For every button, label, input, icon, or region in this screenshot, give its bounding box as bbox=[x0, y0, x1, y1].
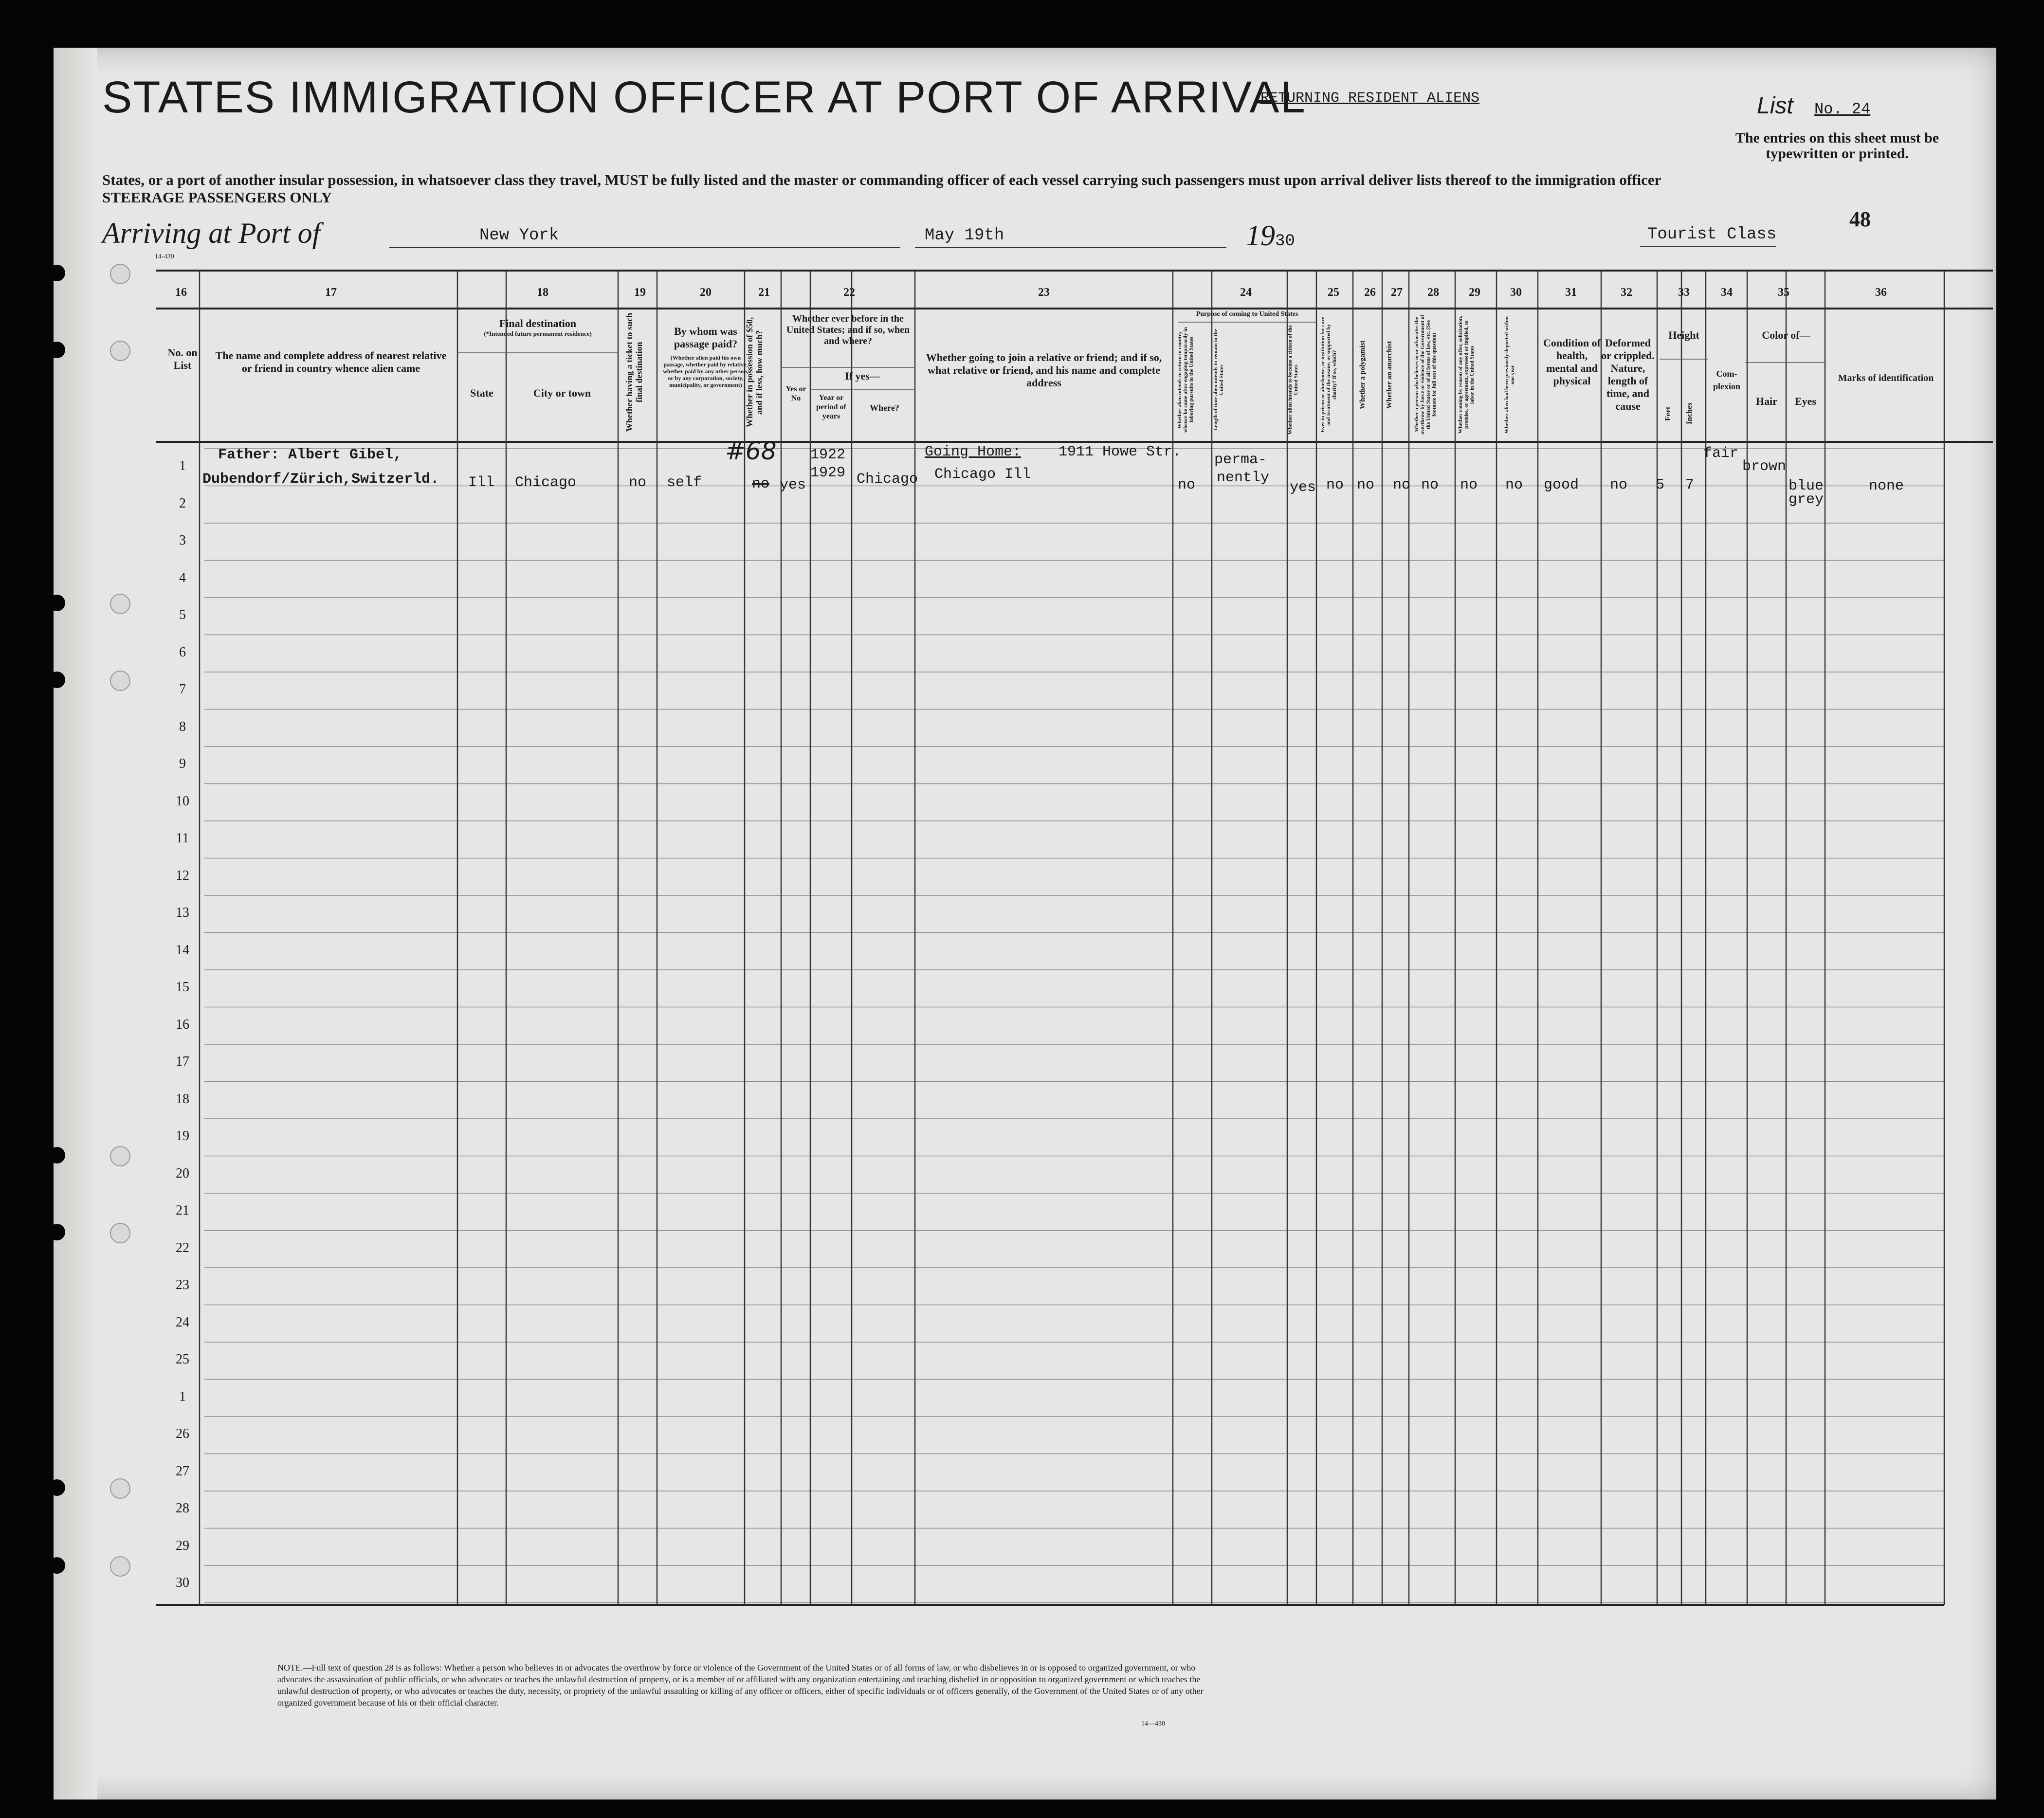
col-num-18: 18 bbox=[537, 286, 548, 299]
col-num-31: 31 bbox=[1565, 286, 1577, 299]
form-code: 14-430 bbox=[155, 253, 174, 260]
header-eyes: Eyes bbox=[1795, 395, 1816, 407]
money-value: no bbox=[752, 476, 770, 492]
travel-class: Tourist Class bbox=[1647, 225, 1777, 244]
years-1: 1922 bbox=[810, 447, 846, 463]
binder-hole-ring bbox=[110, 1146, 130, 1166]
city-value: Chicago bbox=[515, 474, 577, 491]
header-prison-almshouse: Ever in prison or almshouse, or institution for care and treatment of the insane, or supported by charity? If so, which? bbox=[1320, 317, 1337, 433]
return-intent-value: no bbox=[1178, 477, 1196, 493]
row-number: 5 bbox=[179, 607, 186, 622]
eyes-line-1: blue bbox=[1788, 478, 1824, 494]
header-anarchist: Whether an anarchist bbox=[1386, 341, 1393, 409]
header-labor-offer: Whether coming by reason of any offer, solicitation, promise, or agreement, expressed or implied, to labor in the United States bbox=[1458, 315, 1475, 434]
deported-value: no bbox=[1505, 477, 1523, 493]
year-prefix: 19 bbox=[1246, 219, 1275, 252]
header-nearest-relative: The name and complete address of nearest relative or friend in country whence alien came bbox=[215, 349, 447, 374]
col-num-25: 25 bbox=[1328, 286, 1339, 299]
paid-by-value: self bbox=[667, 474, 702, 491]
col-num-24: 24 bbox=[1240, 286, 1252, 299]
header-joining: Whether going to join a relative or friend; and if so, what relative or friend, and his name and complete address bbox=[926, 351, 1162, 389]
sheet-number: 48 bbox=[1849, 207, 1871, 231]
row-number: 21 bbox=[176, 1203, 189, 1218]
final-destination-title: Final destination bbox=[499, 317, 577, 329]
marks-value: none bbox=[1869, 478, 1904, 494]
binder-hole-ring bbox=[110, 341, 130, 361]
complexion-value: fair bbox=[1703, 445, 1739, 462]
polygamist-value: no bbox=[1357, 477, 1375, 493]
row-number: 11 bbox=[176, 831, 189, 846]
binder-hole bbox=[49, 265, 65, 281]
row-number: 16 bbox=[176, 1017, 189, 1032]
ticket-value: no bbox=[629, 474, 647, 491]
row-number: 1 bbox=[179, 458, 186, 473]
joining-line-3: Chicago Ill bbox=[934, 466, 1031, 483]
col-num-30: 30 bbox=[1510, 286, 1522, 299]
row-number: 24 bbox=[176, 1314, 189, 1330]
relative-line-2: Dubendorf/Zürich,Switzerld. bbox=[202, 471, 439, 488]
row-number: 7 bbox=[179, 682, 186, 697]
date-value: May 19th bbox=[925, 226, 1004, 245]
joining-line-2: 1911 Howe Str. bbox=[1058, 444, 1182, 460]
header-year-period: Year or period of years bbox=[816, 394, 846, 420]
binder-hole bbox=[49, 342, 65, 358]
header-height: Height bbox=[1668, 329, 1699, 341]
header-complexion: Com-plexion bbox=[1713, 369, 1740, 391]
binder-hole-ring bbox=[110, 264, 130, 284]
col-num-34: 34 bbox=[1721, 286, 1733, 299]
header-state: State bbox=[470, 387, 493, 399]
header-overthrow: Whether a person who believes in or advocates the overthrow by force or violence of the Government of the United States or of all forms of law, etc. (See footnote for full text of this question) bbox=[1414, 314, 1437, 435]
row-number: 1 bbox=[179, 1389, 186, 1404]
row-number: 2 bbox=[179, 495, 186, 511]
prison-value: no bbox=[1326, 477, 1344, 493]
binder-hole bbox=[49, 1557, 65, 1574]
header-passage-paid bbox=[662, 325, 749, 388]
header-deported: Whether alien had been previously deported within one year bbox=[1504, 316, 1515, 434]
before-in-us-value: yes bbox=[780, 477, 806, 493]
header-before-in-us: Whether ever before in the United States; and if so, when and where? bbox=[786, 313, 910, 346]
binder-hole-ring bbox=[110, 671, 130, 691]
where-value: Chicago bbox=[857, 471, 918, 488]
col-num-32: 32 bbox=[1621, 286, 1632, 299]
header-return-intent: Whether alien intends to return to country whence he came after engaging temporarily in laboring pursuits in the United States bbox=[1177, 327, 1194, 433]
arriving-label: Arriving at Port of bbox=[102, 217, 321, 249]
header-polygamist: Whether a polygamist bbox=[1359, 340, 1367, 409]
header-citizen-intent: Whether alien intends to become a citizen of the United States bbox=[1287, 325, 1299, 435]
binder-hole bbox=[49, 672, 65, 688]
relative-line-1: Father: Albert Gibel, bbox=[218, 447, 402, 463]
col-num-17: 17 bbox=[325, 286, 337, 299]
row-number: 27 bbox=[176, 1463, 189, 1479]
col-num-22: 22 bbox=[843, 286, 855, 299]
row-number: 19 bbox=[176, 1128, 189, 1144]
inches-value: 7 bbox=[1685, 477, 1695, 493]
passage-paid-title: By whom was passage paid? bbox=[674, 325, 738, 350]
header-marks: Marks of identification bbox=[1838, 373, 1934, 383]
header-length-of-stay: Length of time alien intends to remain in the United States bbox=[1213, 329, 1224, 431]
binder-hole bbox=[49, 1224, 65, 1240]
binder-hole-ring bbox=[110, 594, 130, 614]
money-handwritten: #68 bbox=[725, 437, 777, 465]
row-number: 12 bbox=[176, 868, 189, 883]
anarchist-value: no bbox=[1393, 477, 1411, 493]
header-if-yes: If yes— bbox=[845, 370, 880, 382]
hair-value: brown bbox=[1742, 458, 1787, 475]
col-num-28: 28 bbox=[1427, 286, 1439, 299]
passage-paid-sub: (Whether alien paid his own passage, whether paid by relative, whether paid by any other person, or by any corporation, society, municipality, or government) bbox=[663, 354, 748, 388]
feet-value: 5 bbox=[1656, 477, 1665, 493]
row-number: 22 bbox=[176, 1240, 189, 1255]
binder-hole-ring bbox=[110, 1556, 130, 1577]
col-num-26: 26 bbox=[1364, 286, 1376, 299]
row-number: 30 bbox=[176, 1575, 189, 1590]
row-number: 8 bbox=[179, 719, 186, 734]
row-number: 29 bbox=[176, 1538, 189, 1553]
footnote: NOTE.—Full text of question 28 is as follows: Whether a person who believes in or advocates the overthrow by force or violence of the Government of the United States or of all forms of law, or who disbelieves in or is opposed to organized government, or who advocates the assassination of public officials, or who advocates or teaches the unlawful destruction of property, or is a member of or affiliated with any organization entertaining and teaching disbelief in or opposition to organized government or which teaches the unlawful destruction of property, or who advocates or teaches the duty, necessity, or propriety of the unlawful assaulting or killing of any officer or officers, either of specific individuals or of officers generally, of the Government of the United States or of any other organized government because of his or their official character. bbox=[277, 1663, 1204, 1708]
header-inches: Inches bbox=[1685, 402, 1694, 425]
intro-line-2: STEERAGE PASSENGERS ONLY bbox=[102, 189, 332, 206]
col-num-27: 27 bbox=[1391, 286, 1403, 299]
col-num-29: 29 bbox=[1469, 286, 1480, 299]
final-destination-sub: (*Intended future permanent residence) bbox=[484, 330, 592, 337]
header-feet: Feet bbox=[1664, 406, 1672, 421]
col-num-19: 19 bbox=[634, 286, 646, 299]
footnote-code: 14—430 bbox=[1141, 1720, 1165, 1727]
binder-hole-ring bbox=[110, 1223, 130, 1243]
col-num-36: 36 bbox=[1875, 286, 1887, 299]
state-value: Ill bbox=[468, 474, 495, 491]
row-number: 3 bbox=[179, 533, 186, 548]
row-number: 15 bbox=[176, 980, 189, 995]
header-hair: Hair bbox=[1756, 395, 1777, 407]
joining-line-1: Going Home: bbox=[925, 444, 1022, 460]
row-number: 9 bbox=[179, 756, 186, 771]
header-deformed: Deformed or crippled. Nature, length of time, and cause bbox=[1601, 337, 1655, 412]
labor-offer-value: no bbox=[1460, 477, 1478, 493]
health-value: good bbox=[1544, 477, 1579, 493]
row-number: 25 bbox=[176, 1352, 189, 1367]
col-num-35: 35 bbox=[1778, 286, 1789, 299]
list-no-value: No. 24 bbox=[1814, 100, 1871, 118]
header-color-of: Color of— bbox=[1762, 329, 1810, 341]
row-number: 23 bbox=[176, 1277, 189, 1292]
returning-residents-stamp: RETURNING RESIDENT ALIENS bbox=[1260, 90, 1480, 107]
eyes-line-2: grey bbox=[1788, 491, 1824, 508]
port-value: New York bbox=[479, 226, 559, 245]
header-purpose: Purpose of coming to United States bbox=[1196, 310, 1298, 318]
col-num-16: 16 bbox=[175, 286, 187, 299]
header-where: Where? bbox=[870, 403, 899, 413]
row-number: 14 bbox=[176, 942, 189, 958]
col-num-33: 33 bbox=[1678, 286, 1690, 299]
col-num-23: 23 bbox=[1038, 286, 1050, 299]
binder-hole bbox=[49, 1479, 65, 1496]
row-number: 17 bbox=[176, 1054, 189, 1069]
page-title: STATES IMMIGRATION OFFICER AT PORT OF ARRIVAL bbox=[102, 73, 1306, 122]
years-2: 1929 bbox=[810, 465, 846, 481]
header-city-or-town: City or town bbox=[533, 387, 591, 399]
header-ticket: Whether having a ticket to such final destination bbox=[624, 312, 644, 432]
row-number: 6 bbox=[179, 644, 186, 660]
col-num-20: 20 bbox=[700, 286, 712, 299]
row-number: 10 bbox=[176, 793, 189, 809]
header-fifty-dollars: Whether in possession of $50, and if less, how much? bbox=[745, 317, 764, 428]
length-line-2: nently bbox=[1217, 470, 1270, 486]
header-no-on-list: No. on List bbox=[167, 346, 198, 371]
binder-hole-ring bbox=[110, 1478, 130, 1499]
row-number: 28 bbox=[176, 1501, 189, 1516]
deformed-value: no bbox=[1610, 477, 1628, 493]
col-num-21: 21 bbox=[758, 286, 770, 299]
typewritten-instruction: The entries on this sheet must be typewritten or printed. bbox=[1735, 130, 1939, 162]
row-number: 13 bbox=[176, 905, 189, 920]
header-yes-or-no: Yes or No bbox=[785, 385, 806, 402]
header-health: Condition of health, mental and physical bbox=[1543, 337, 1601, 387]
row-number: 18 bbox=[176, 1091, 189, 1107]
row-number: 20 bbox=[176, 1165, 189, 1181]
year-suffix: 30 bbox=[1275, 232, 1295, 251]
header-final-destination bbox=[462, 317, 613, 338]
binder-hole bbox=[49, 595, 65, 611]
row-number: 4 bbox=[179, 570, 186, 585]
citizen-value: yes bbox=[1290, 479, 1316, 496]
binder-hole bbox=[49, 1147, 65, 1164]
list-label: List bbox=[1757, 93, 1793, 119]
row-number: 26 bbox=[176, 1426, 189, 1441]
overthrow-value: no bbox=[1421, 477, 1439, 493]
length-line-1: perma- bbox=[1214, 452, 1267, 468]
intro-line-1: States, or a port of another insular possession, in whatsoever class they travel, MUST be fully listed and the master or commanding officer of each vessel carrying such passengers must upon arrival deliver lists thereof to the immigration officer bbox=[102, 171, 1661, 188]
